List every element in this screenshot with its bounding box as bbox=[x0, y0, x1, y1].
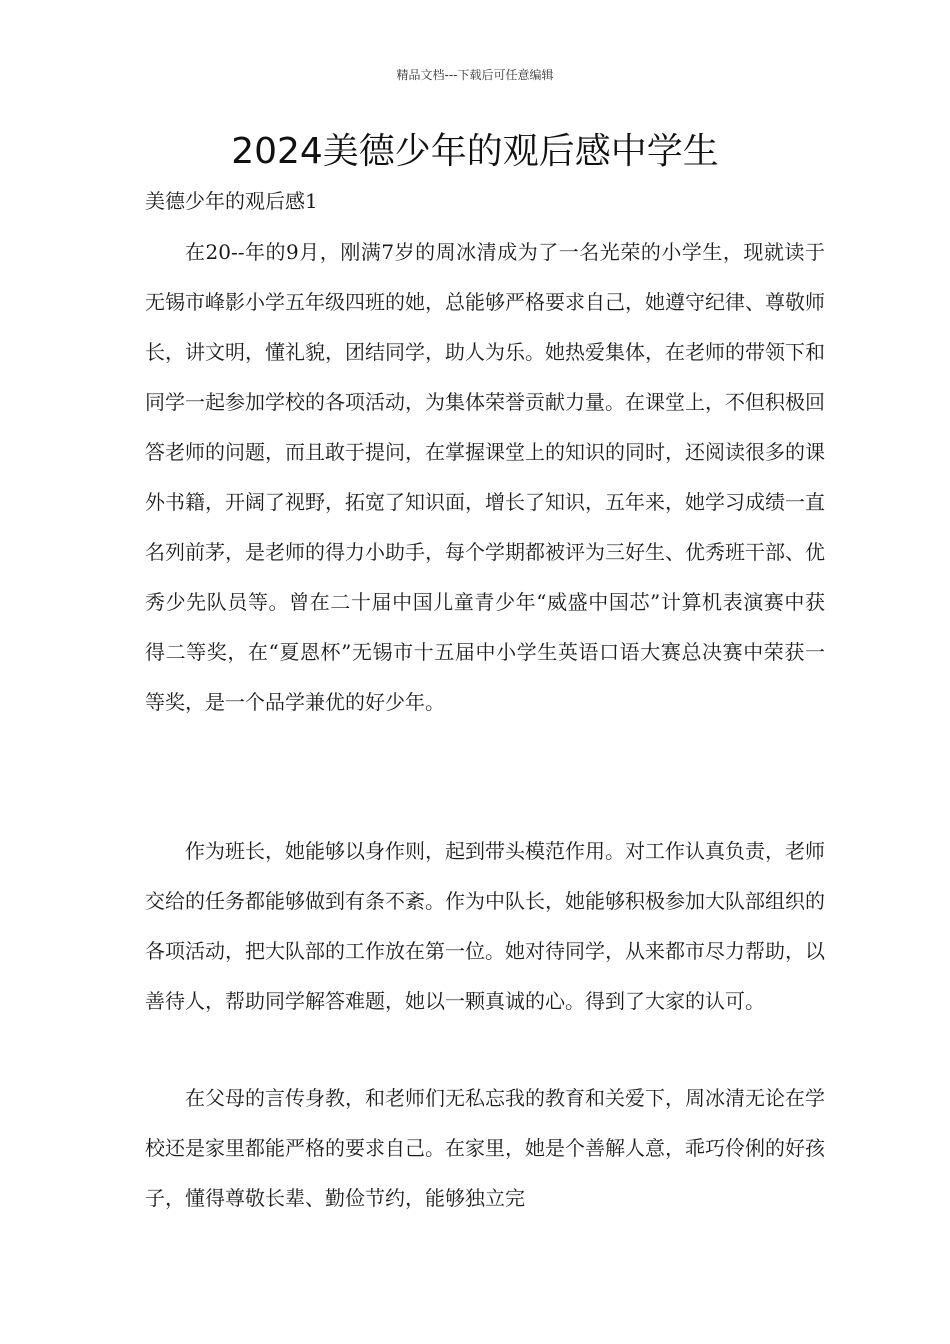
document-title: 2024美德少年的观后感中学生 bbox=[231, 131, 719, 172]
paragraph-2: 作为班长，她能够以身作则，起到带头模范作用。对工作认真负责，老师交给的任务都能够做到有条不紊。作为中队长，她能够积极参加大队部组织的各项活动，把大队部的工作放在第一位。她对待同学，从来都市尽力帮助，以善待人，帮助同学解答难题，她以一颗真诚的心。得到了大家的认可。 bbox=[145, 839, 825, 1013]
header-note: 精品文档---下载后可任意编辑 bbox=[396, 68, 554, 82]
section-subtitle: 美德少年的观后感1 bbox=[145, 189, 318, 213]
paragraph-1: 在20--年的9月，刚满7岁的周冰清成为了一名光荣的小学生，现就读于无锡市峰影小学五年级四班的她，总能够严格要求自己，她遵守纪律、尊敬师长，讲文明，懂礼貌，团结同学，助人为乐。她热爱集体，在老师的带领下和同学一起参加学校的各项活动，为集体荣誉贡献力量。在课堂上，不但积极回答老师的问题，而且敢于提问，在掌握课堂上的知识的同时，还阅读很多的课外书籍，开阔了视野，拓宽了知识面，增长了知识，五年来，她学习成绩一直名列前茅，是老师的得力小助手，每个学期都被评为三好生、优秀班干部、优秀少先队员等。曾在二十届中国儿童青少年“威盛中国芯”计算机表演赛中获得二等奖，在“夏恩杯”无锡市十五届中小学生英语口语大赛总决赛中荣获一等奖，是一个品学兼优的好少年。 bbox=[145, 240, 825, 714]
paragraph-3: 在父母的言传身教，和老师们无私忘我的教育和关爱下，周冰清无论在学校还是家里都能严格的要求自己。在家里，她是个善解人意，乖巧伶俐的好孩子，懂得尊敬长辈、勤俭节约，能够独立完 bbox=[145, 1086, 825, 1210]
